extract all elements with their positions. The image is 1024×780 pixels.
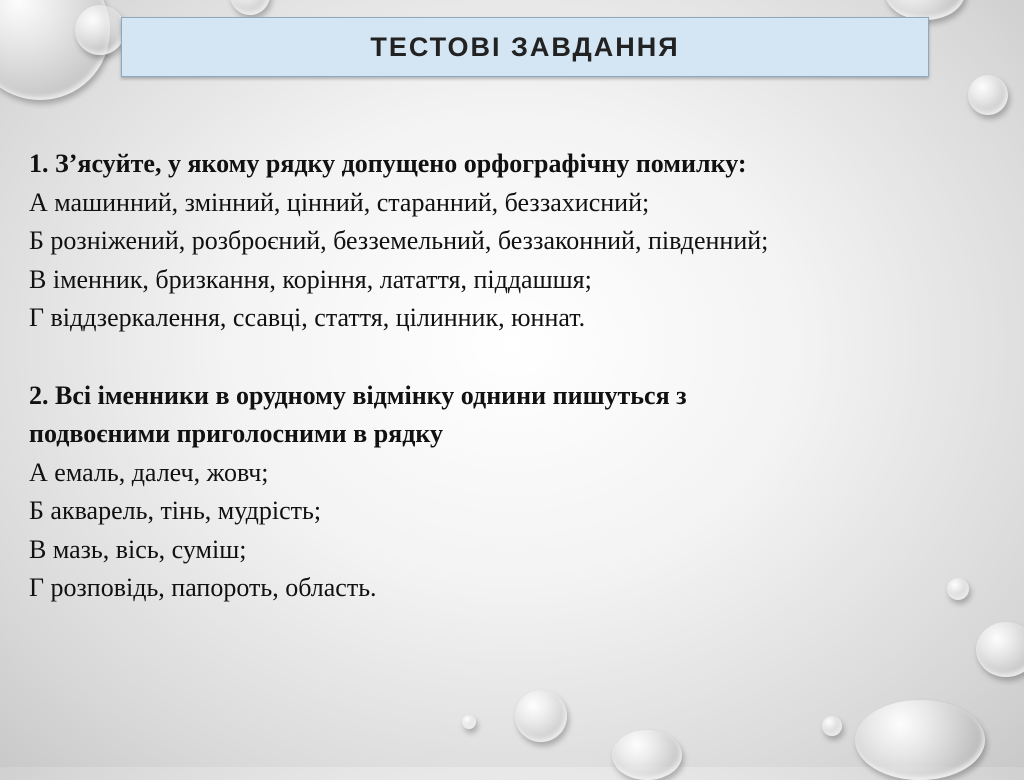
water-drop-decoration [75,5,125,55]
question-1-option-c: В іменник, бризкання, коріння, латаття, піддашшя; [29,264,592,294]
water-drop-decoration [230,0,270,15]
question-2-option-c: В мазь, вісь, суміш; [29,534,247,564]
question-1-text: 1. З’ясуйте, у якому рядку допущено орфографічну помилку: [29,149,747,178]
spacer [29,338,1019,377]
water-drop-decoration [976,622,1024,677]
question-2-option-a: А емаль, далеч, жовч; [29,457,269,487]
question-2-text-line-2: подвоєними приголосними в рядку [29,419,443,448]
water-drop-decoration [515,690,567,742]
water-drop-decoration [462,715,476,729]
question-2-option-d: Г розповідь, папороть, область. [29,573,377,602]
water-drop-decoration [822,716,842,736]
slide-title: ТЕСТОВІ ЗАВДАННЯ [370,31,680,62]
water-drop-decoration [855,700,985,780]
title-banner [121,17,929,77]
water-drop-decoration [612,730,682,780]
question-1-option-b: Б розніжений, розброєний, безземельний, беззаконний, південний; [29,226,769,255]
question-2-option-b: Б акварель, тінь, мудрість; [29,496,322,525]
question-1-option-d: Г віддзеркалення, ссавці, стаття, цілинник, юннат. [29,303,586,332]
slide-content [29,145,1019,608]
question-1-option-a: А машинний, змінний, цінний, старанний, беззахисний; [29,187,650,217]
water-drop-decoration [968,75,1008,115]
question-2-text-line-1: 2. Всі іменники в орудному відмінку однини пишуться з [29,380,687,410]
